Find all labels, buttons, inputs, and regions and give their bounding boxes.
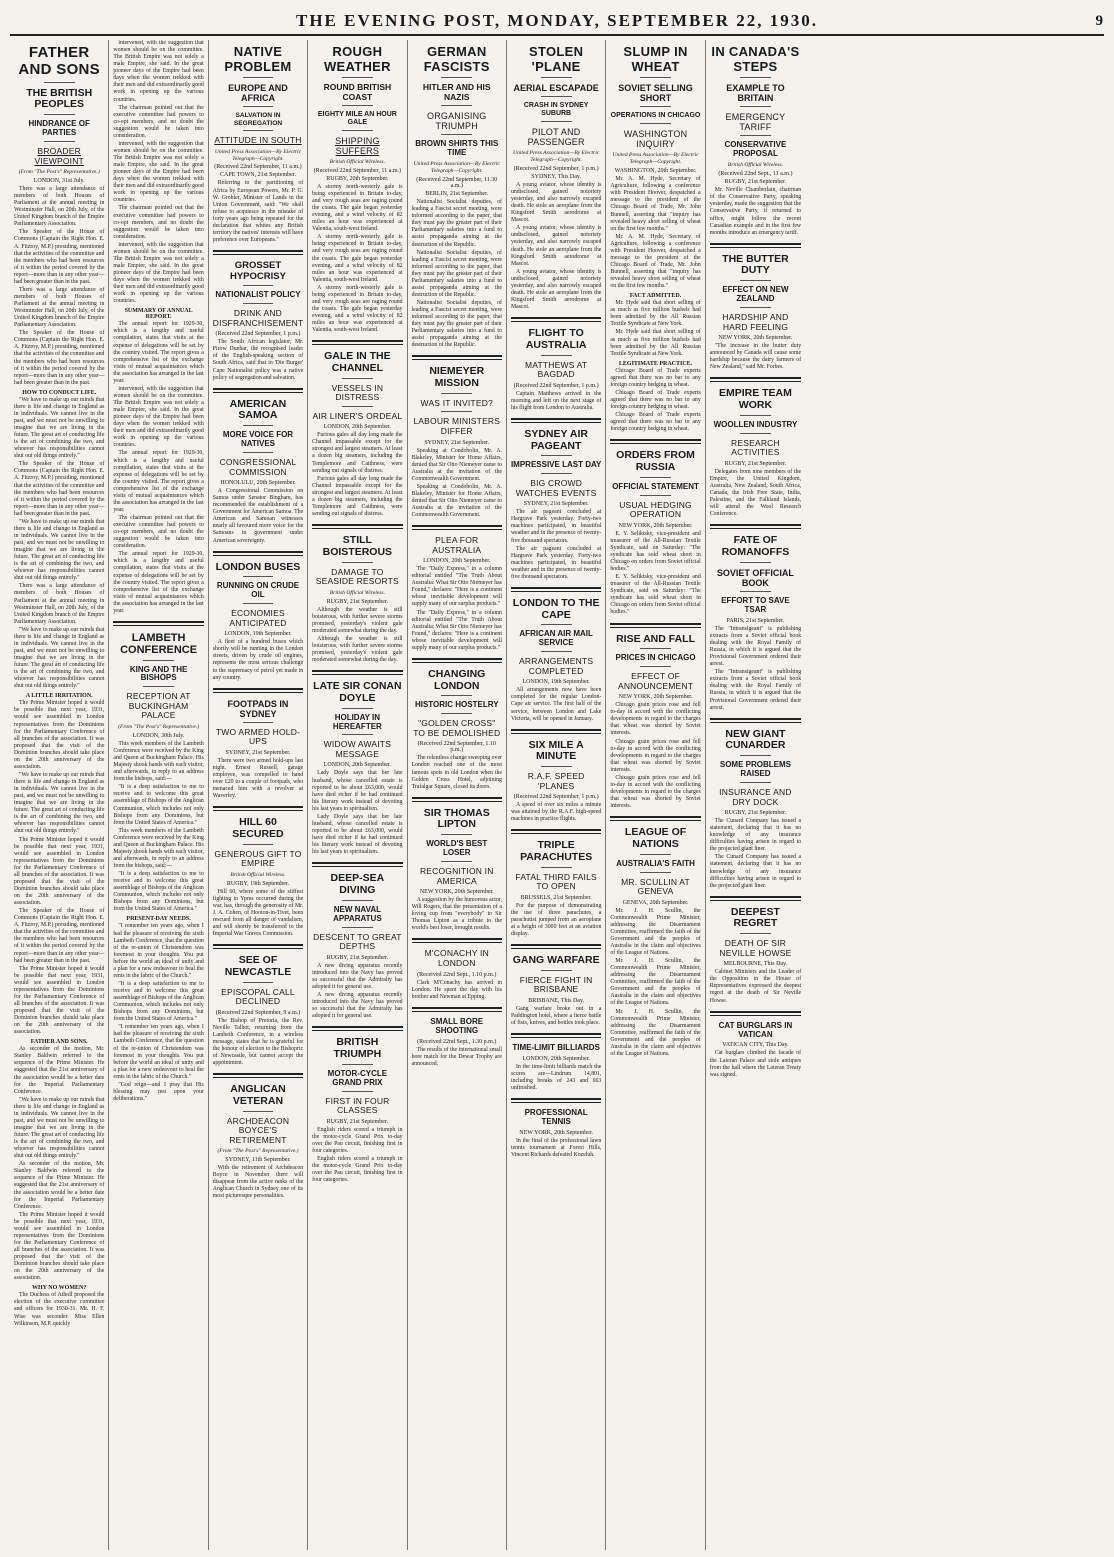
- article-paragraph: The relentless change sweeping over London reached one of the most famous spots in old London when the Golden Cross Hotel, adjoining Trafalgar Square, closed its doors.: [411, 755, 502, 790]
- subheadline: BIG CROWD WATCHES EVENTS: [515, 478, 597, 498]
- article-paragraph: Chicago Board of Trade experts agreed that there was no bar to any foreign country hedging in wheat.: [610, 389, 701, 411]
- credit-line: British Official Wireless.: [329, 158, 385, 165]
- article-paragraph: This week members of the Lambeth Conference were received by the King and Queen at Buckingham Palace. His Majesty shook hands with each visitor, and afterwards, in reply to an address from the bishops, said:—: [113, 740, 204, 783]
- headline: GERMAN FASCISTS: [423, 44, 490, 74]
- section-subhead: FACT ADMITTED.: [629, 293, 682, 300]
- article-paragraph: The Prime Minister hoped it would be possible that next year, 1931, would see assembled in London representatives from the Dominions for the Parliamentary Conference of all branches of the association. It was proposed that the visit of the Dominion branches should take place on the 20th anniversary of the association.: [14, 836, 105, 907]
- article-paragraph: E. Y. Seliktsky, vice-president and treasurer of the All-Russian Textile Syndicate, said on Saturday: "The syndicate has sold wheat short in Chicago on orders from Soviet official bodies.": [610, 530, 701, 573]
- article-paragraph: A young aviator, whose identity is undisclosed, gained notoriety yesterday, and also narrowly escaped death. He stole an aeroplane from the Kingsford Smith aerodrome at Mascot.: [510, 181, 602, 224]
- article-paragraph: The Bishop of Pretoria, the Rev. Neville Talbot, returning from the Lambeth Conference, in a wireless message, states that he is grateful for the honour of election to the Bishopric of Newcastle, but cannot accept the appointment.: [212, 1017, 304, 1067]
- dateline: MELBOURNE, This Day.: [723, 961, 788, 968]
- subheadline: HINDRANCE OF PARTIES: [28, 119, 90, 138]
- credit-line: British Official Wireless.: [230, 871, 286, 878]
- credit-line: (From "The Post's" Representative.): [217, 1148, 299, 1155]
- article-paragraph: Chicago grain prices rose and fell to-day in accord with the conflicting developments in regard to the charges that wheat was shorted by Soviet interests.: [610, 738, 701, 773]
- section-subhead: LEGITIMATE PRACTICE.: [618, 360, 693, 367]
- headline: FOOTPADS IN SYDNEY: [227, 698, 289, 719]
- column-5: [408, 40, 507, 1550]
- article-paragraph: Furious gales all day long made the Channel impassable except for the strongest and largest steamers. At least a dozen big steamers, including the Templemore and Caithness, were sending out signals of distress.: [312, 475, 403, 517]
- headline: LONDON TO THE CAPE: [512, 596, 600, 621]
- subheadline: RESEARCH ACTIVITIES: [731, 437, 780, 458]
- subheadline: AUSTRALIA'S FAITH: [616, 858, 695, 868]
- article-paragraph: Captain Matthews arrived in the morning and left on the next stage of his flight from London to Australia.: [510, 390, 602, 411]
- credit-line: United Press Association—By Electric Telegraph—Copyright.: [513, 149, 600, 163]
- subheadline: EXAMPLE TO BRITAIN: [726, 83, 785, 104]
- newspaper-title: THE EVENING POST, MONDAY, SEPTEMBER 22, 1930.: [296, 11, 818, 30]
- article-paragraph: For the purpose of demonstrating the use of three parachutes, a parachutist jumped from an aeroplane at a height of 3000 feet at an aviation display.: [510, 902, 602, 938]
- article-paragraph: The Prime Minister hoped it would be possible that next year, 1931, would see assembled in London representatives from the Dominions for the Parliamentary Conference of all branches of the association. It was proposed that the visit of the Dominion branches should take place on the 20th anniversary of the association.: [14, 965, 105, 1036]
- subheadline: AFRICAN AIR MAIL SERVICE: [519, 629, 593, 648]
- headline: NIEMEYER MISSION: [429, 365, 485, 390]
- headline: CAT BURGLARS IN VATICAN: [718, 1020, 793, 1039]
- article-paragraph: A fleet of a hundred buses which shortly will be running in the London streets, driven by crude oil engines, represents the most serious challenge to the supremacy of petrol yet made in any country.: [212, 639, 304, 681]
- article-paragraph: Lady Doyle says that her late husband, whose cancelled estate is reported to be about £63,000, would have died richer if he had continued his literary work instead of devoting his last years to spiritualism.: [312, 770, 403, 812]
- dateline: LONDON, 31st July.: [33, 178, 85, 185]
- article-paragraph: Nationalist Socialist deputies, of leading a Fascist secret meeting, were informed according to the paper, that they must pay the greater part of their Parliamentary salaries into a fund to assist propaganda aiming at the destruction of the Republic.: [411, 199, 502, 248]
- article-paragraph: Furious gales all day long made the Channel impassable except for the strongest and largest steamers. At least a dozen big steamers, including the Templemore and Caithness, were sending out signals of distress.: [312, 432, 403, 474]
- article-paragraph: The "Intransigeant" is publishing extracts from a Soviet official book dealing with the Royal Family of Russia, in which it is argued that the Provisional Government ordered their arrest.: [709, 625, 802, 668]
- article-paragraph: The Prime Minister hoped it would be possible that next year, 1931, would see assembled in London representatives from the Dominions for the Parliamentary Conference of all branches of the association. It was proposed that the visit of the Dominion branches should take place on the 20th anniversary of the association.: [14, 1211, 105, 1282]
- column-2: [109, 40, 208, 1550]
- article-paragraph: "It is a deep satisfaction to me to receive and to welcome this great assemblage of Bishops of the Anglican Communion, which includes not only Bishops from any Dominions, but from the United States of America.": [113, 784, 204, 826]
- dateline: (Received 22nd September, 1 p.m.): [513, 794, 599, 801]
- subheadline: HARDSHIP AND HARD FEELING: [722, 312, 789, 332]
- article-paragraph: The air pageant concluded at Hargrave Park yesterday. Forty-two machines participated, in beautiful weather and in the presence of twenty-five thousand spectators.: [510, 545, 602, 580]
- dateline: (Received 22nd September, 11 a.m.): [214, 164, 302, 171]
- subheadline: ORGANISING TRIUMPH: [427, 111, 487, 132]
- subheadline: DRINK AND DISFRANCHISEMENT: [212, 308, 304, 328]
- subheadline: EUROPE AND AFRICA: [228, 83, 288, 104]
- dateline: SYDNEY, 21st September.: [424, 439, 490, 446]
- subheadline: VESSELS IN DISTRESS: [331, 382, 384, 403]
- dateline: NEW YORK, 20th September.: [419, 889, 494, 896]
- article-paragraph: The results of the international small bore match for the Dewar Trophy are announced.: [411, 1046, 502, 1067]
- dateline: LONDON, 19th September.: [224, 631, 292, 638]
- article-paragraph: "We have to make up our minds that there is life and change in England as in individuals. We cannot live in the past, and we must not be unwilling to imagine that we are living in the future. The great art of conducting life is the art of combining the two, and whoever has responsibilities cannot shut out old things entirely.": [14, 396, 105, 460]
- headline: ORDERS FROM RUSSIA: [616, 449, 695, 474]
- subheadline: CONGRESSIONAL COMMISSION: [219, 457, 297, 477]
- column-1: [10, 40, 109, 1550]
- dateline: BRISBANE, This Day.: [528, 998, 585, 1004]
- subheadline: WORLD'S BEST LOSER: [426, 839, 488, 858]
- dateline: NEW YORK, 20th September.: [618, 522, 693, 529]
- subheadline: FATAL THIRD FAILS TO OPEN: [515, 871, 597, 892]
- headline: GALE IN THE CHANNEL: [324, 350, 391, 374]
- subheadline: IMPRESSIVE LAST DAY: [510, 460, 602, 470]
- headline: M'CONACHY IN LONDON: [424, 948, 489, 968]
- credit-line: United Press Association—By Electric Telegraph—Copyright.: [214, 148, 302, 162]
- subheadline: ATTITUDE IN SOUTH: [214, 135, 302, 145]
- article-paragraph: A stormy north-westerly gale is being experienced in Britain to-day, and very rough seas are raging round the coasts. The gale began yesterday evening, and a wind velocity of 82 miles an hour was experienced at Valentia, south-west Ireland.: [312, 234, 403, 283]
- article-paragraph: "I remember ten years ago, when I had the pleasure of receiving the sixth Lambeth Conference, that the question of the re-union of Christendom was foremost in your thoughts. You put before the world an ideal of unity and a plan for a new endeavour to heal the rents in the fabric of the Church.": [113, 1024, 204, 1080]
- article-paragraph: The annual report for 1929-30, which is a lengthy and useful compilation, states that visits at the expense of delegations will be set by the country visited. The report gives a comprehensive list of the exchange visits of mutual acquaintances which the association has arranged in the last year.: [113, 450, 204, 513]
- dateline: PARIS, 21st September.: [726, 617, 785, 624]
- article-paragraph: The Speaker of the House of Commons (Captain the Right Hon. E. A. Fitzroy, M.P.) presiding, mentioned that the activities of the committee and the members who had been resources of it within the period covered by the report—more than in any other year—had been greater than in the past.: [14, 461, 105, 517]
- headline: CHANGING LONDON: [428, 667, 486, 692]
- dateline: (Received 22nd Sept., 11 a.m.): [718, 171, 793, 178]
- article-paragraph: Chicago grain prices rose and fell to-day in accord with the conflicting developments in regard to the charges that wheat was shorted by Soviet interests.: [610, 774, 701, 810]
- article-paragraph: There was a large attendance of members of both Houses of Parliament at the annual meeting in Westminster Hall, on 20th July, of the United Kingdom branch of the Empire Parliamentary Association.: [14, 286, 105, 329]
- subheadline: GENEROUS GIFT TO EMPIRE: [214, 848, 302, 869]
- article-paragraph: The "Daily Express," in a column editorial entitled "The Truth About Australia: What Sir Otto Niemeyer has Found," declares: "Here is a continent whose inevitable development will supply many of our surplus products.": [411, 566, 502, 608]
- article-paragraph: "We have to make up our minds that there is life and change in England as in individuals. We cannot live in the past, and we must not be unwilling to imagine that we are living in the future. The great art of conducting life is the art of combining the two, and whoever has responsibilities cannot shut out old things entirely.": [14, 1096, 105, 1160]
- dateline: RUGBY, 21st September.: [326, 598, 389, 605]
- credit-line: (From "The Post's" Representative.): [18, 169, 100, 176]
- article-paragraph: The chairman pointed out that the executive committee had powers to co-opt members, and no doubt the suggestion would be taken into consideration.: [113, 515, 204, 550]
- column-6: [507, 40, 606, 1550]
- dateline: RUGBY, 21st September.: [724, 810, 787, 817]
- article-paragraph: Cabinet Ministers and the Leader of the Opposition in the House of Representatives expressed the deepest regret at the death of Sir Neville Howse.: [709, 969, 802, 1004]
- dateline: LONDON, 19th September.: [522, 679, 590, 686]
- article-paragraph: intervened, with the suggestion that women should be on the committee. The British Empire was not solely a male Empire, she said. In the great pioneer days of the Empire had been days when the women trekked with their men and did extraordinarily good work in opening up the various countries.: [113, 385, 204, 449]
- column-7: [606, 40, 705, 1550]
- subheadline: ROUND BRITISH COAST: [323, 82, 392, 102]
- headline: SMALL BORE SHOOTING: [430, 1016, 484, 1035]
- article-paragraph: A new diving apparatus recently introduced into the Navy has proved so successful that the Admiralty has adopted it for general use.: [312, 962, 403, 990]
- dateline: LONDON, 20th September.: [323, 424, 392, 431]
- article-paragraph: "We have to make up our minds that there is life and change in England as in individuals. We cannot live in the past, and we must not be unwilling to imagine that we are living in the future. The great art of conducting life is the art of combining the two, and whoever has responsibilities cannot shut out old things entirely.": [14, 626, 105, 690]
- article-paragraph: "It is a deep satisfaction to me to receive and to welcome this great assemblage of Bishops of the Anglican Communion, which includes not only Bishops from any Dominions, but from the United States of America.": [113, 871, 204, 913]
- dateline: BERLIN, 21st September.: [425, 191, 489, 198]
- subheadline: EPISCOPAL CALL DECLINED: [221, 986, 295, 1007]
- article-paragraph: Chicago Board of Trade experts agreed that there was no bar to any foreign country hedging in wheat.: [610, 412, 701, 433]
- article-paragraph: Mr. Hyde said that short selling of as much as five million bushels had been admitted by the All Russian Textile Syndicate at New York.: [610, 329, 701, 357]
- masthead: [10, 8, 1104, 36]
- dateline: RUGBY, 21st September.: [326, 1118, 389, 1125]
- headline: DEEPEST REGRET: [730, 905, 780, 930]
- headline: GROSSET HYPOCRISY: [229, 260, 286, 282]
- article-paragraph: Mr. J. H. Scullin, the Commonwealth Prime Minister, addressing the Disarmament Committee, reaffirmed the faith of the Government and the peoples of Australia in the claim and objectives of the League of Nations.: [610, 958, 701, 1007]
- article-paragraph: "We have to make up our minds that there is life and change in England as in individuals. We cannot live in the past, and we must not be unwilling to imagine that we are living in the future. The great art of conducting life is the art of combining the two, and whoever has responsibilities cannot shut out old things entirely.": [14, 771, 105, 835]
- subheadline: AIR LINER'S ORDEAL: [312, 410, 403, 421]
- dateline: LONDON, 20th September.: [323, 762, 392, 769]
- subheadline: DAMAGE TO SEASIDE RESORTS: [315, 566, 399, 587]
- article-paragraph: The air pageant concluded at Hargrave Park yesterday. Forty-two machines participated, in beautiful weather and in the presence of twenty-five thousand spectators.: [510, 509, 602, 544]
- article-paragraph: All arrangements now have been completed for the regular London-Cape air service. The first half of the service, between London and Lake Victoria, will be opened in January.: [510, 687, 602, 722]
- dateline: (Received 22nd Sept., 1.30 p.m.): [417, 1038, 497, 1045]
- article-paragraph: The chairman pointed out that the executive committee had powers to co-opt members, and no doubt the suggestion would be taken into consideration.: [113, 104, 204, 139]
- subheadline: USUAL HEDGING OPERATION: [619, 499, 692, 520]
- subheadline: EFFECT OF ANNOUNCEMENT: [617, 671, 694, 691]
- article-paragraph: A stormy north-westerly gale is being experienced in Britain to-day, and very rough seas are raging round the coasts. The gale began yesterday evening, and a wind velocity of 82 miles an hour was experienced at Valentia, south-west Ireland.: [312, 284, 403, 334]
- article-paragraph: A stormy north-westerly gale is being experienced in Britain to-day, and very rough seas are raging round the coasts. The gale began yesterday evening, and a wind velocity of 82 miles an hour was experienced at Valentia, south-west Ireland.: [312, 183, 403, 233]
- dateline: RUGBY, 21st September.: [326, 954, 389, 961]
- article-paragraph: "The increase in the butter duty announced by Canada will cause some hardship because the dairy farmers of New Zealand," said Mr. Forbes.: [709, 343, 802, 371]
- subheadline: WIDOW AWAITS MESSAGE: [323, 739, 392, 759]
- article-paragraph: Delegates from nine members of the Empire, the United Kingdom, Australia, New Zealand, South Africa, Canada, the Irish Free State, India, Palestine, and the Falkland Islands, will attend the Wool Research Conference.: [709, 468, 802, 518]
- article-paragraph: As seconder of the motion, Mr. Stanley Baldwin referred to the sequence of the Prime Minister. He suggested that the 21st anniversary of the association would be a better date for the Imperial Parliamentary Conference.: [14, 1046, 105, 1095]
- dateline: WASHINGTON, 20th September.: [614, 168, 697, 175]
- headline: TIME-LIMIT BILLIARDS: [512, 1043, 600, 1053]
- dateline: LONDON, 30th July.: [132, 732, 185, 739]
- subheadline: SOVIET SELLING SHORT: [618, 83, 693, 104]
- dateline: SYDNEY, This Day.: [531, 173, 582, 180]
- subheadline: PRICES IN CHICAGO: [615, 653, 696, 663]
- headline: AMERICAN SAMOA: [229, 397, 287, 422]
- column-3: [209, 40, 308, 1550]
- column-8: [706, 40, 805, 1550]
- subheadline: WASHINGTON INQUIRY: [623, 129, 688, 150]
- article-paragraph: Chicago Board of Trade experts agreed that there was no bar to any foreign country hedging in wheat.: [610, 367, 701, 388]
- headline: GANG WARFARE: [512, 954, 600, 967]
- article-paragraph: Mr. J. H. Scullin, the Commonwealth Prime Minister, addressing the Disarmament Committee, reaffirmed the faith of the Government and the peoples of Australia in the claim and objectives of the League of Nations.: [610, 907, 701, 957]
- dateline: NEW YORK, 20th September.: [618, 694, 693, 701]
- headline: PROFESSIONAL TENNIS: [524, 1108, 588, 1127]
- dateline: RUGBY, 19th September.: [226, 880, 290, 887]
- subheadline: RUNNING ON CRUDE OIL: [216, 581, 300, 600]
- dateline: (Received 22nd September, 1 p.m.): [215, 331, 301, 338]
- dateline: SYDNEY, 21st September.: [225, 749, 291, 756]
- subheadline: THE BRITISH PEOPLES: [26, 86, 93, 111]
- subheadline: INSURANCE AND DRY DOCK: [719, 787, 792, 807]
- article-paragraph: A Congressional Commission on Samoa under Senator Bingham, has recommended the establishment of a Government for American Samoa. The American and Samoan witnesses nearly all favoured more voice for the Samoans in government under American sovereignty.: [212, 488, 304, 544]
- subheadline: MOTOR-CYCLE GRAND PRIX: [327, 1068, 388, 1087]
- article-paragraph: Clark M'Conachy has arrived in London. He spent the day with his brother and Newman at Epping.: [411, 979, 502, 1000]
- article-paragraph: Mr. A. M. Hyde, Secretary of Agriculture, following a conference with President Hoover, despatched a message to the president of the Chicago Board of Trade, Mr. John Bunnell, asserting that "inquiry has revealed heavy short selling of wheat on the first few months.": [610, 233, 701, 290]
- article-paragraph: The "Intransigeant" is publishing extracts from a Soviet official book dealing with the Royal Family of Russia, in which it is argued that the Provisional Government ordered their arrest.: [709, 669, 802, 711]
- article-paragraph: A new diving apparatus recently introduced into the Navy has proved so successful that the Admiralty has adopted it for general use.: [312, 991, 403, 1020]
- subheadline: RECOGNITION IN AMERICA: [419, 866, 494, 886]
- article-paragraph: Mr. J. H. Scullin, the Commonwealth Prime Minister, addressing the Disarmament Committee, reaffirmed the faith of the Government and the peoples of Australia in the claim and objectives of the League of Nations.: [610, 1008, 701, 1057]
- article-paragraph: The Prime Minister hoped it would be possible that next year, 1931, would see assembled in London representatives from the Dominions for the Parliamentary Conference of all branches of the association. It was proposed that the visit of the Dominion branches should take place on the 20th anniversary of the association.: [14, 700, 105, 770]
- headline: DEEP-SEA DIVING: [330, 872, 385, 896]
- headline: FATE OF ROMANOFFS: [721, 534, 790, 559]
- dateline: (Received 22nd Sept., 1.10 p.m.): [417, 971, 497, 978]
- headline: LEAGUE OF NATIONS: [624, 826, 687, 850]
- dateline: NEW YORK, 20th September.: [718, 335, 793, 342]
- article-paragraph: intervened, with the suggestion that women should be on the committee. The British Empire was not solely a male Empire, she said. In the great pioneer days of the Empire had been days when the women trekked with their men and did extraordinarily good work in opening up the various countries.: [113, 241, 204, 305]
- dateline: RUGBY, 20th September.: [326, 175, 389, 182]
- dateline: (Received 22nd September, 11 a.m.): [313, 167, 402, 174]
- subheadline: KING AND THE BISHOPS: [129, 664, 188, 683]
- subheadline: ARRANGEMENTS COMPLETED: [519, 656, 594, 676]
- headline: TRIPLE PARACHUTES: [520, 839, 593, 864]
- headline: FATHER AND SONS: [18, 44, 100, 78]
- credit-line: United Press Association—By Electric Telegraph—Copyright.: [612, 152, 699, 166]
- article-paragraph: The Duchess of Atholl proposed the election of the executive committee and officers for 1930-31. Mr. H. F. Wise was seconder. Miss Ellen Wilkinson, M.P. quickly: [14, 1292, 105, 1327]
- subheadline: WAS IT INVITED?: [420, 397, 493, 408]
- dateline: RUGBY, 21st September.: [724, 179, 787, 186]
- subheadline: DEATH OF SIR NEVILLE HOWSE: [719, 938, 792, 958]
- headline: SYDNEY AIR PAGEANT: [524, 427, 588, 452]
- page-number: 9: [1095, 12, 1104, 29]
- dateline: BRUSSELS, 21st September.: [520, 894, 592, 901]
- dateline: LONDON, 20th September.: [423, 558, 491, 565]
- credit-line: United Press Association—By Electric Telegraph—Copyright.: [413, 161, 500, 175]
- subheadline: EFFECT ON NEW ZEALAND: [722, 285, 789, 304]
- article-paragraph: Cat burglars climbed the facade of the Lateran Palace and stole antiques from the hall where the Lateran Treaty was signed.: [709, 1050, 802, 1078]
- section-subhead: SUMMARY OF ANNUAL REPORT.: [124, 308, 193, 321]
- dateline: (Received 22nd September, 1.10 p.m.): [417, 741, 496, 754]
- article-paragraph: A suggestion by the humorous actor, Will Rogers, that the presentation of a loving cup from "everybody" to Sir Thomas Lipton as a tribute to the world's best loser, brought results.: [411, 897, 502, 932]
- subheadline: BROWN SHIRTS THIS TIME: [415, 139, 499, 158]
- subheadline: HOLIDAY IN HEREAFTER: [332, 712, 382, 731]
- article-paragraph: As seconder of the motion, Mr. Stanley Baldwin referred to the sequence of the Prime Minister. He suggested that the 21st anniversary of the association would be a better date for the Imperial Parliamentary Conference.: [14, 1161, 105, 1210]
- headline: SIX MILE A MINUTE: [528, 738, 584, 763]
- headline: STILL BOISTEROUS: [322, 534, 393, 558]
- columns: [10, 40, 1104, 1550]
- headline: THE BUTTER DUTY: [722, 252, 789, 277]
- dateline: SYDNEY, 21st September.: [523, 501, 589, 508]
- article-paragraph: intervened, with the suggestion that women should be on the committee. The British Empire was not solely a male Empire, she said. In the great pioneer days of the Empire had been days when the women trekked with their men and did extraordinarily good work in opening up the various countries.: [113, 40, 204, 103]
- subheadline: PILOT AND PASSENGER: [527, 126, 585, 147]
- headline: HILL 60 SECURED: [232, 816, 284, 840]
- article-paragraph: The Speaker of the House of Commons (Captain the Right Hon. E. A. Fitzroy, M.P.) presiding, mentioned that the activities of the committee and the members who had been resources of it within the period covered by the report—more than in any other year—had been greater than in the past.: [14, 908, 105, 964]
- dateline: CAPE TOWN, 21st September.: [220, 172, 296, 179]
- dateline: HONOLULU, 20th September.: [220, 480, 296, 487]
- subheadline: EMERGENCY TARIFF: [725, 112, 786, 133]
- dateline: RUGBY, 21st September.: [724, 460, 787, 467]
- article-paragraph: "I remember ten years ago, when I had the pleasure of receiving the sixth Lambeth Conference, that the question of the re-union of Christendom was foremost in your thoughts. You put before the world an ideal of unity and a plan for a new endeavour to heal the rents in the fabric of the Church.": [113, 923, 204, 979]
- subheadline: FIERCE FIGHT IN BRISBANE: [519, 974, 593, 995]
- article-paragraph: Although the weather is still boisterous, with further severe storms promised, yesterday's violent gale moderated somewhat during the day.: [312, 606, 403, 634]
- article-paragraph: Gang warfare broke out in a Paddington hotel, where a fierce battle of fists, knives, and bottles took place.: [510, 1006, 602, 1027]
- headline: SEE OF NEWCASTLE: [224, 954, 292, 978]
- headline: BRITISH TRIUMPH: [333, 1036, 382, 1060]
- dateline: (Received 22nd September, 11.30 a.m.): [416, 177, 498, 190]
- section-subhead: A LITTLE IRRITATION.: [25, 693, 93, 700]
- article-paragraph: In the final of the professional lawn tennis tournament at Forest Hills, Vincent Richards defeated Kozeluh.: [510, 1138, 602, 1159]
- headline: LATE SIR CONAN DOYLE: [313, 680, 402, 704]
- article-paragraph: A young aviator, whose identity is undisclosed, gained notoriety yesterday, and also narrowly escaped death. He stole an aeroplane from the Kingsford Smith aerodrome at Mascot.: [510, 268, 602, 311]
- section-subhead: WHY NO WOMEN?: [32, 1285, 87, 1292]
- dateline: (Received 22nd September, 9 a.m.): [215, 1009, 301, 1016]
- headline: SIR THOMAS LIPTON: [423, 806, 490, 831]
- subheadline: MR. SCULLIN AT GENEVA: [621, 876, 690, 897]
- headline: NEW GIANT CUNARDER: [725, 727, 786, 752]
- subheadline: NATIONALIST POLICY: [215, 290, 301, 300]
- headline: LAMBETH CONFERENCE: [120, 631, 198, 657]
- article-paragraph: A speed of over six miles a minute was attained by the R.A.F. high-speed machines in practice flights.: [510, 802, 602, 823]
- dateline: (Received 22nd September, 1 p.m.): [513, 165, 599, 172]
- subheadline: BROADER VIEWPOINT: [34, 146, 84, 166]
- article-paragraph: Although the weather is still boisterous, with further severe storms promised, yesterday's violent gale moderated somewhat during the day.: [312, 635, 403, 663]
- article-paragraph: Chicago grain prices rose and fell to-day in accord with the conflicting developments in regard to the charges that wheat was shorted by Soviet interests.: [610, 702, 701, 737]
- article-paragraph: Referring to the partitioning of Africa by European Powers, Mr. P. G. W. Grobler, Minister of Lands in the Union Government, said: "We shall refuse to acquiesce in the mistake of forty years ago being repeated for the declaration that whites any British territory the natives' interests will have preference over Europeans.": [212, 180, 304, 243]
- article-paragraph: The chairman pointed out that the executive committee had powers to co-opt members, and no doubt the suggestion would be taken into consideration.: [113, 205, 204, 240]
- section-subhead: PRESENT-DAY NEEDS.: [126, 916, 191, 923]
- dateline: LONDON, 20th September.: [522, 1056, 590, 1063]
- subheadline: DESCENT TO GREAT DEPTHS: [313, 931, 402, 952]
- dateline: SYDNEY, 11th September.: [225, 1157, 291, 1164]
- subheadline: OFFICIAL STATEMENT: [612, 481, 699, 491]
- article-paragraph: The "Daily Express," in a column editorial entitled "The Truth About Australia: What Sir Otto Niemeyer has Found," declares: "Here is a continent whose inevitable development will supply many of our surplus products.": [411, 609, 502, 651]
- headline: RISE AND FALL: [616, 632, 696, 645]
- article-paragraph: The South African legislator, Mr. Pirow Dunbar, the recognised leader of the English-speaking section of South Africa, said that in 'Die Burger' Cape Nationalist policy was a native policy of segregation and salvation.: [212, 339, 304, 381]
- subheadline: SALVATION IN SEGREGATION: [233, 112, 283, 127]
- article-paragraph: "It is a deep satisfaction to me to receive and to welcome this great assemblage of Bishops of the Anglican Communion, which includes not only Bishops from any Dominions, but from the United States of America.": [113, 980, 204, 1023]
- article-paragraph: E. Y. Seliktsky, vice-president and treasurer of the All-Russian Textile Syndicate, said on Saturday: "The syndicate has sold wheat short in Chicago on orders from Soviet official bodies.": [610, 574, 701, 616]
- dateline: VATICAN CITY, This Day.: [722, 1042, 789, 1049]
- headline: ROUGH WEATHER: [323, 44, 391, 74]
- headline: STOLEN 'PLANE: [529, 44, 584, 74]
- subheadline: MORE VOICE FOR NATIVES: [222, 430, 294, 449]
- subheadline: FIRST IN FOUR CLASSES: [325, 1095, 390, 1116]
- article-paragraph: A young aviator, whose identity is undisclosed, gained notoriety yesterday, and also narrowly escaped death. He stole an aeroplane from the Kingsford Smith aerodrome at Mascot.: [510, 225, 602, 267]
- headline: IN CANADA'S STEPS: [711, 44, 800, 74]
- subheadline: SOVIET OFFICIAL BOOK: [716, 567, 794, 588]
- article-paragraph: The annual report for 1929-30, which is a lengthy and useful compilation, states that visits at the expense of delegations will be set by the country visited. The report gives a comprehensive list of the exchange visits of mutual acquaintances which the association has arranged in the last year.: [113, 551, 204, 614]
- dateline: (Received 22nd September, 1 p.m.): [513, 382, 599, 389]
- headline: PLEA FOR AUSTRALIA: [432, 535, 482, 555]
- subheadline: "GOLDEN CROSS" TO BE DEMOLISHED: [413, 718, 501, 738]
- headline: FLIGHT TO AUSTRALIA: [525, 327, 587, 351]
- article-paragraph: The Speaker of the House of Commons (Captain the Right Hon. E. A. Fitzroy, M.P.) presiding, mentioned that the activities of the committee and the members who had been resources of it within the period covered by the report—more than in any other year—had been greater than in the past.: [14, 229, 105, 285]
- article-paragraph: With the retirement of Archdeacon Boyce in November there will disappear from the active ranks of the Anglican Church in Sydney one of its most picturesque personalities.: [212, 1165, 304, 1200]
- section-subhead: FATHER AND SONS.: [30, 1039, 88, 1046]
- article-paragraph: intervened, with the suggestion that women should be on the committee. The British Empire was not solely a male Empire, she said. In the great pioneer days of the Empire had been days when the women trekked with their men and did extraordinarily good work in opening up the various countries.: [113, 140, 204, 204]
- subheadline: MATTHEWS AT BAGDAD: [524, 359, 588, 380]
- subheadline: R.A.F. SPEED 'PLANES: [527, 771, 585, 791]
- article-paragraph: The Cunard Company has issued a statement, declaring that it has no knowledge of any insurance difficulties having arisen in regard to the projected giant liner.: [709, 854, 802, 889]
- article-paragraph: English riders scored a triumph in the motor-cycle Grand Prix to-day over the Pau circuit, finishing first in four categories.: [312, 1126, 403, 1154]
- article-paragraph: Lady Doyle says that her late husband, whose cancelled estate is reported to be about £63,000, would have died richer if he had continued his literary work instead of devoting his last years to spiritualism.: [312, 813, 403, 856]
- subheadline: CONSERVATIVE PROPOSAL: [724, 140, 787, 159]
- article-paragraph: Mr. Neville Chamberlain, chairman of the Conservative Party, speaking yesterday, made the suggestion that the Conservative Party, if returned to office, might follow the recent Canadian example and in the first few months introduce an emergency tariff.: [709, 187, 802, 236]
- subheadline: CRASH IN SYDNEY SUBURB: [523, 102, 589, 117]
- headline: EMPIRE TEAM WORK: [718, 387, 792, 412]
- subheadline: LABOUR MINISTERS DIFFER: [413, 416, 501, 436]
- subheadline: ARCHDEACON BOYCE'S RETIREMENT: [226, 1115, 290, 1145]
- article-paragraph: The annual report for 1929-30, which is a lengthy and useful compilation, states that visits at the expense of delegations will be set by the country visited. The report gives a comprehensive list of the exchange visits of mutual acquaintances which the association has arranged in the last year.: [113, 321, 204, 384]
- article-paragraph: Mr. A. M. Hyde, Secretary of Agriculture, following a conference with President Hoover, despatched a message to the president of the Chicago Board of Trade, Mr. John Bunnell, asserting that "inquiry has revealed heavy short selling of wheat on the first few months.": [610, 176, 701, 232]
- article-paragraph: Speaking at Condobolin, Mr. A. Blakeley, Minister for Home Affairs, denied that Sir Otto Niemeyer came to Australia at the invitation of the Commonwealth Government.: [411, 447, 502, 482]
- dateline: NEW YORK, 20th September.: [519, 1130, 594, 1137]
- article-paragraph: The Speaker of the House of Commons (Captain the Right Hon. E. A. Fitzroy, M.P.) presiding, mentioned that the activities of the committee and the members who had been resources of it within the period covered by the report—more than in any other year—had been greater than in the past.: [14, 330, 105, 386]
- article-paragraph: There were two armed hold-ups last night. Ernest Russell, garage employee, was compelled to hand over £20 to a couple of footpads, who menaced him with a revolver at Waverley.: [212, 757, 304, 800]
- subheadline: HITLER AND HIS NAZIS: [422, 82, 491, 102]
- headline: NATIVE PROBLEM: [224, 44, 292, 74]
- headline: SLUMP IN WHEAT: [623, 44, 688, 74]
- article-paragraph: English riders scored a triumph in the motor-cycle Grand Prix to-day over the Pau circuit, finishing first in four categories.: [312, 1155, 403, 1184]
- headline: LONDON BUSES: [215, 560, 301, 573]
- article-paragraph: Mr. Hyde said that short selling of as much as five million bushels had been admitted by the All Russian Textile Syndicate at New York.: [610, 300, 701, 328]
- article-paragraph: Hill 60, where some of the stiffest fighting in Ypres occurred during the war, has, through the generosity of Mr. J. A. Cohen, of Hooton-in-Tivet, been rescued from all danger of vandalism, and will shortly be transferred to the Imperial War Graves Commission.: [212, 888, 304, 938]
- subheadline: AERIAL ESCAPADE: [513, 83, 599, 94]
- article-paragraph: This week members of the Lambeth Conference were received by the King and Queen at Buckingham Palace. His Majesty shook hands with each visitor, and afterwards, in reply to an address from the bishops, said:—: [113, 827, 204, 869]
- article-paragraph: Speaking at Condobolin, Mr. A. Blakeley, Minister for Home Affairs, denied that Sir Otto Niemeyer came to Australia at the invitation of the Commonwealth Government.: [411, 483, 502, 519]
- subheadline: HISTORIC HOSTELRY: [414, 700, 499, 710]
- headline: ANGLICAN VETERAN: [230, 1083, 286, 1107]
- article-paragraph: There was a large attendance of members of both Houses of Parliament at the annual meeting in Westminster Hall, on 20th July, of the United Kingdom branch of the Empire Parliamentary Association.: [14, 186, 105, 228]
- credit-line: (From "The Post's" Representative.): [118, 723, 200, 730]
- column-4: [308, 40, 407, 1550]
- subheadline: SHIPPING SUFFERS: [335, 135, 380, 156]
- subheadline: EFFORT TO SAVE TSAR: [721, 596, 790, 614]
- section-subhead: HOW TO CONDUCT LIFE.: [22, 389, 97, 396]
- article-paragraph: "God reign—and I pray that His blessing may rest upon your deliberations.": [113, 1081, 204, 1102]
- subheadline: EIGHTY MILE AN HOUR GALE: [317, 111, 397, 126]
- dateline: GENEVA, 20th September.: [622, 899, 689, 906]
- subheadline: RECEPTION AT BUCKINGHAM PALACE: [126, 691, 191, 721]
- subheadline: WOOLLEN INDUSTRY: [713, 419, 798, 429]
- subheadline: TWO ARMED HOLD-UPS: [215, 726, 301, 747]
- subheadline: NEW NAVAL APPARATUS: [333, 904, 382, 923]
- article-paragraph: The Cunard Company has issued a statement, declaring that it has no knowledge of any insurance difficulties having arisen in regard to the projected giant liner.: [709, 818, 802, 853]
- article-paragraph: Nationalist Socialist deputies, of leading a Fascist secret meeting, were informed according to the paper, that they must pay the greater part of their Parliamentary salaries into a fund to assist propaganda aiming at the destruction of the Republic.: [411, 249, 502, 298]
- subheadline: SOME PROBLEMS RAISED: [719, 760, 791, 779]
- credit-line: British Official Wireless.: [727, 162, 784, 169]
- article-paragraph: "We have to make up our minds that there is life and change in England as in individuals. We cannot live in the past, and we must not be unwilling to imagine that we are living in the future. The great art of conducting life is the art of combining the two, and whoever has responsibilities cannot shut out old things entirely.": [14, 518, 105, 582]
- article-paragraph: There was a large attendance of members of both Houses of Parliament at the annual meeting in Westminster Hall, on 20th July, of the United Kingdom branch of the Empire Parliamentary Association.: [14, 583, 105, 625]
- article-paragraph: In the time-limit billiards match the scores are—Lindrum 14,801, including breaks of 243 and 663 unfinished.: [510, 1064, 602, 1092]
- credit-line: British Official Wireless.: [329, 589, 385, 596]
- subheadline: OPERATIONS IN CHICAGO: [610, 112, 701, 120]
- subheadline: ECONOMIES ANTICIPATED: [229, 608, 287, 628]
- article-paragraph: Nationalist Socialist deputies, of leading a Fascist secret meeting, were informed according to the paper, that they must pay the greater part of their Parliamentary salaries into a fund to assist propaganda aiming at the destruction of the Republic.: [411, 300, 502, 349]
